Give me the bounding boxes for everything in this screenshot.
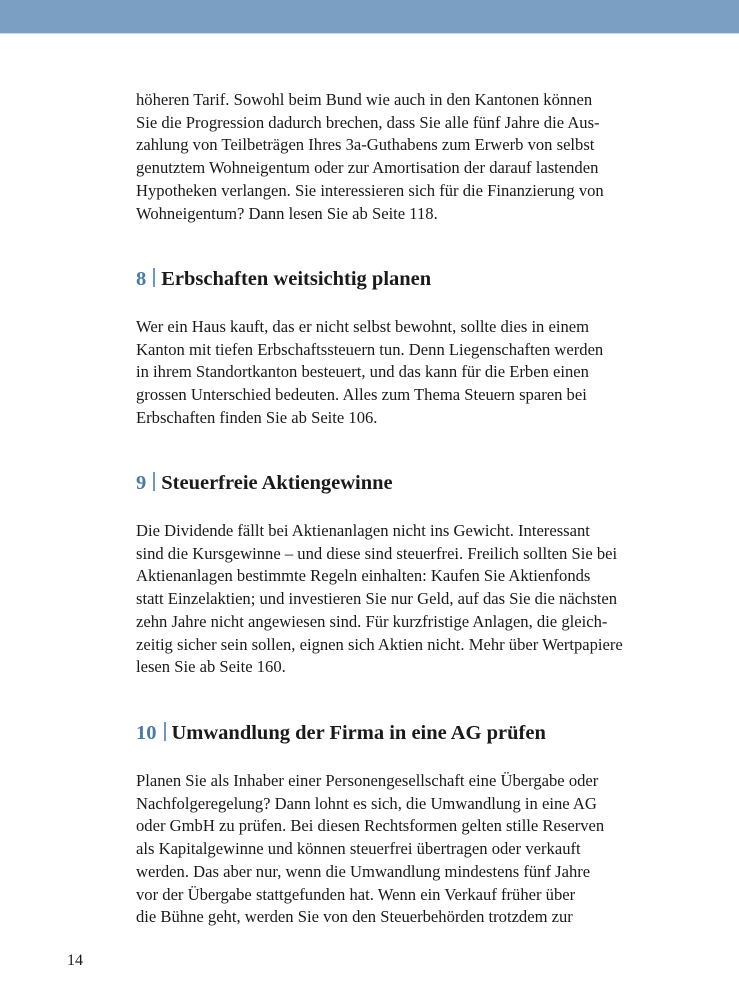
section-paragraph [136,520,676,679]
text-line: Aktienanlagen bestimmte Regeln einhalten: Kaufen Sie Aktienfonds [136,566,591,586]
text-line: in ihrem Standortkanton besteuert, und das kann für die Erben einen [136,362,589,382]
text-line: genutztem Wohneigentum oder zur Amortisation der darauf lastenden [136,158,599,178]
text-line: lesen Sie ab Seite 160. [136,657,286,677]
section-heading [136,720,676,746]
text-line: die Bühne geht, werden Sie von den Steuerbehörden trotzdem zur [136,907,573,927]
heading-separator [153,268,155,287]
text-line: Kanton mit tiefen Erbschaftssteuern tun. Denn Liegenschaften werden [136,339,604,359]
text-line: Planen Sie als Inhaber einer Personengesellschaft eine Übergabe oder [136,771,599,790]
text-line: Die Dividende fällt bei Aktienanlagen nicht ins Gewicht. Interessant [136,521,590,540]
text-line: zahlung von Teilbeträgen Ihres 3a-Guthabens zum Erwerb von selbst [136,135,595,155]
page-number: 14 [67,952,83,969]
section-title: Steuerfreie Aktiengewinne [161,472,393,494]
text-line: Erbschaften finden Sie ab Seite 106. [136,407,378,427]
text-line: Hypotheken verlangen. Sie interessieren sich für die Finanzierung von [136,180,604,200]
section-paragraph [136,316,676,430]
text-line: zehn Jahre nicht angewiesen sind. Für kurzfristige Anlagen, die gleich- [136,611,608,631]
text-line: Nachfolgeregelung? Dann lohnt es sich, die Umwandlung in eine AG [136,793,597,813]
text-line: oder GmbH zu prüfen. Bei diesen Rechtsformen gelten stille Reserven [136,816,605,836]
section-heading [136,470,676,496]
section-number: 8 [136,268,147,290]
text-line: werden. Das aber nur, wenn die Umwandlung mindestens fünf Jahre [136,861,591,881]
text-line: Wer ein Haus kauft, das er nicht selbst bewohnt, sollte dies in einem [136,317,590,336]
header-band [0,0,739,34]
section-number: 9 [136,472,147,494]
text-line: Sie die Progression dadurch brechen, dass Sie alle fünf Jahre die Aus- [136,112,600,132]
intro-paragraph [136,89,604,225]
section-8 [136,266,676,430]
section-10 [136,720,676,929]
text-line: als Kapitalgewinne und können steuerfrei übertragen oder verkauft [136,839,581,859]
section-heading [136,266,676,292]
text-line: Wohneigentum? Dann lesen Sie ab Seite 118. [136,203,438,223]
text-line: höheren Tarif. Sowohl beim Bund wie auch in den Kantonen können [136,90,593,109]
heading-separator [164,722,166,741]
section-title: Erbschaften weitsichtig planen [161,268,432,290]
section-paragraph [136,770,676,929]
section-number: 10 [136,722,157,744]
text-line: vor der Übergabe stattgefunden hat. Wenn ein Verkauf früher über [136,884,576,904]
text-line: sind die Kursgewinne – und diese sind steuerfrei. Freilich sollten Sie bei [136,543,618,563]
section-9 [136,470,676,679]
text-line: grossen Unterschied bedeuten. Alles zum Thema Steuern sparen bei [136,385,587,405]
section-title: Umwandlung der Firma in eine AG prüfen [171,722,546,744]
heading-separator [153,472,155,491]
text-line: zeitig sicher sein sollen, eignen sich Aktien nicht. Mehr über Wertpapiere [136,634,623,654]
text-line: statt Einzelaktien; und investieren Sie nur Geld, auf das Sie die nächsten [136,589,618,609]
